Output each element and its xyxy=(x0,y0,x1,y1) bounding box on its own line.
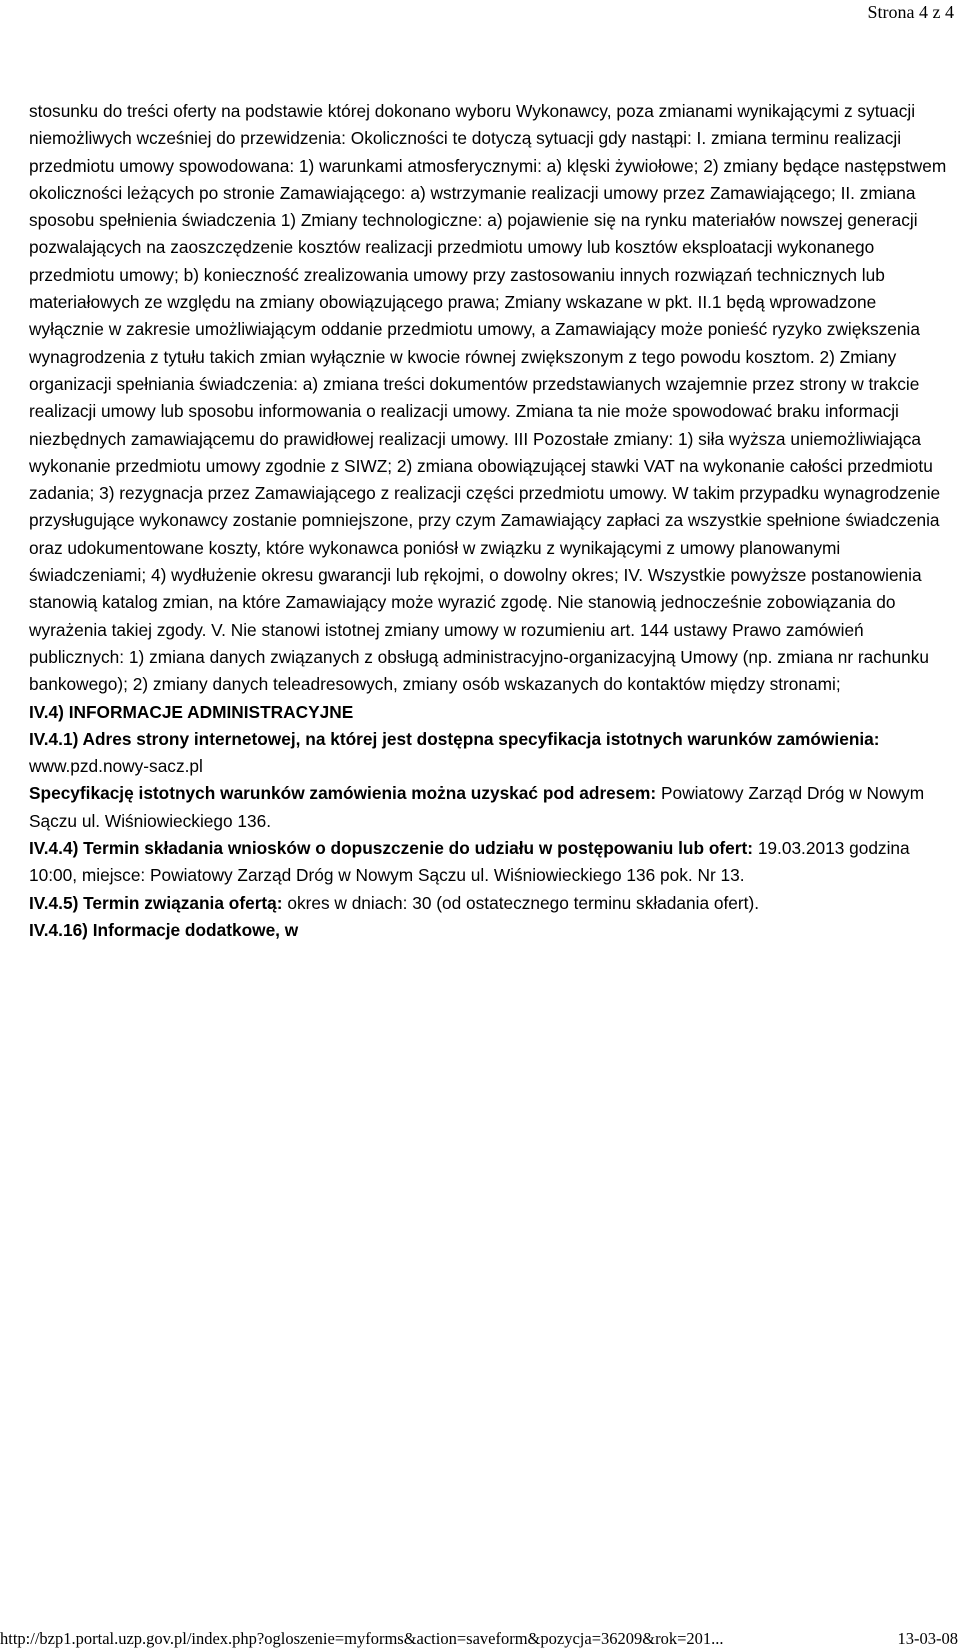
binding-period-section xyxy=(29,890,949,917)
deadline-section xyxy=(29,835,949,890)
footer-url: http://bzp1.portal.uzp.gov.pl/index.php?ogloszenie=myforms&action=saveform&pozycja=36209&rok=201... xyxy=(0,1629,724,1648)
document-content xyxy=(29,98,949,944)
binding-period-label: IV.4.5) Termin związania ofertą: xyxy=(29,892,283,913)
specification-value: Powiatowy Zarząd Dróg w Nowym Sączu ul. Wiśniowieckiego 136. xyxy=(29,783,925,831)
binding-period-value: okres w dniach: 30 (od ostatecznego terminu składania ofert). xyxy=(287,892,760,913)
deadline-value: 19.03.2013 godzina 10:00, miejsce: Powiatowy Zarząd Dróg w Nowym Sączu ul. Wiśniowieckiego 136 pok. Nr 13. xyxy=(29,838,910,886)
specification-section xyxy=(29,780,949,835)
deadline-label: IV.4.4) Termin składania wniosków o dopuszczenie do udziału w postępowaniu lub ofert: xyxy=(29,838,753,859)
page-number-label: Strona 4 z 4 xyxy=(867,2,954,22)
additional-info-section xyxy=(29,917,949,944)
footer-date: 13-03-08 xyxy=(897,1629,958,1648)
admin-info-heading xyxy=(29,699,949,726)
website-section xyxy=(29,726,949,781)
website-label: IV.4.1) Adres strony internetowej, na której jest dostępna specyfikacja istotnych warunków zamówienia: xyxy=(29,728,880,749)
additional-info-label: IV.4.16) Informacje dodatkowe, w xyxy=(29,919,299,940)
admin-info-heading-text: IV.4) INFORMACJE ADMINISTRACYJNE xyxy=(29,701,354,722)
body-paragraph: stosunku do treści oferty na podstawie której dokonano wyboru Wykonawcy, poza zmianami wynikającymi z sytuacji niemożliwych wcześniej do przewidzenia: Okoliczności te dotyczą sytuacji gdy nastąpi: I. zmiana terminu realizacji przedmiotu umowy spowodowana: 1) warunkami atmosferycznymi: a) klęski żywiołowe; 2) zmiany będące następstwem okoliczności leżących po stronie Zamawiającego: a) wstrzymanie realizacji umowy przez Zamawiającego; II. zmiana sposobu spełnienia świadczenia 1) Zmiany technologiczne: a) pojawienie się na rynku materiałów nowszej generacji pozwalających na zaoszczędzenie kosztów realizacji przedmiotu umowy lub kosztów eksploatacji wykonanego przedmiotu umowy; b) konieczność zrealizowania umowy przy zastosowaniu innych rozwiązań technicznych lub materiałowych ze względu na zmiany obowiązującego prawa; Zmiany wskazane w pkt. II.1 będą wprowadzone wyłącznie w zakresie umożliwiającym oddanie przedmiotu umowy, a Zamawiający może ponieść ryzyko zwiększenia wynagrodzenia z tytułu takich zmian wyłącznie w kwocie równej zwiększonym z tego powodu kosztom. 2) Zmiany organizacji spełniania świadczenia: a) zmiana treści dokumentów przedstawianych wzajemnie przez strony w trakcie realizacji umowy lub sposobu informowania o realizacji umowy. Zmiana ta nie może spowodować braku informacji niezbędnych zamawiającemu do prawidłowej realizacji umowy. III Pozostałe zmiany: 1) siła wyższa uniemożliwiająca wykonanie przedmiotu umowy zgodnie z SIWZ; 2) zmiana obowiązującej stawki VAT na wykonanie całości przedmiotu zadania; 3) rezygnacja przez Zamawiającego z realizacji części przedmiotu umowy. W takim przypadku wynagrodzenie przysługujące wykonawcy zostanie pomniejszone, przy czym Zamawiający zapłaci za wszystkie spełnione świadczenia oraz udokumentowane koszty, które wykonawca poniósł w związku z wynikającymi z umowy planowanymi świadczeniami; 4) wydłużenie okresu gwarancji lub rękojmi, o dowolny okres; IV. Wszystkie powyższe postanowienia stanowią katalog zmian, na które Zamawiający może wyrazić zgodę. Nie stanowią jednocześnie zobowiązania do wyrażenia takiej zgody. V. Nie stanowi istotnej zmiany umowy w rozumieniu art. 144 ustawy Prawo zamówień publicznych: 1) zmiana danych związanych z obsługą administracyjno-organizacyjną Umowy (np. zmiana nr rachunku bankowego); 2) zmiany danych teleadresowych, zmiany osób wskazanych do kontaktów między stronami; xyxy=(29,101,947,695)
website-value: www.pzd.nowy-sacz.pl xyxy=(29,756,203,777)
specification-label: Specyfikację istotnych warunków zamówienia można uzyskać pod adresem: xyxy=(29,783,657,804)
